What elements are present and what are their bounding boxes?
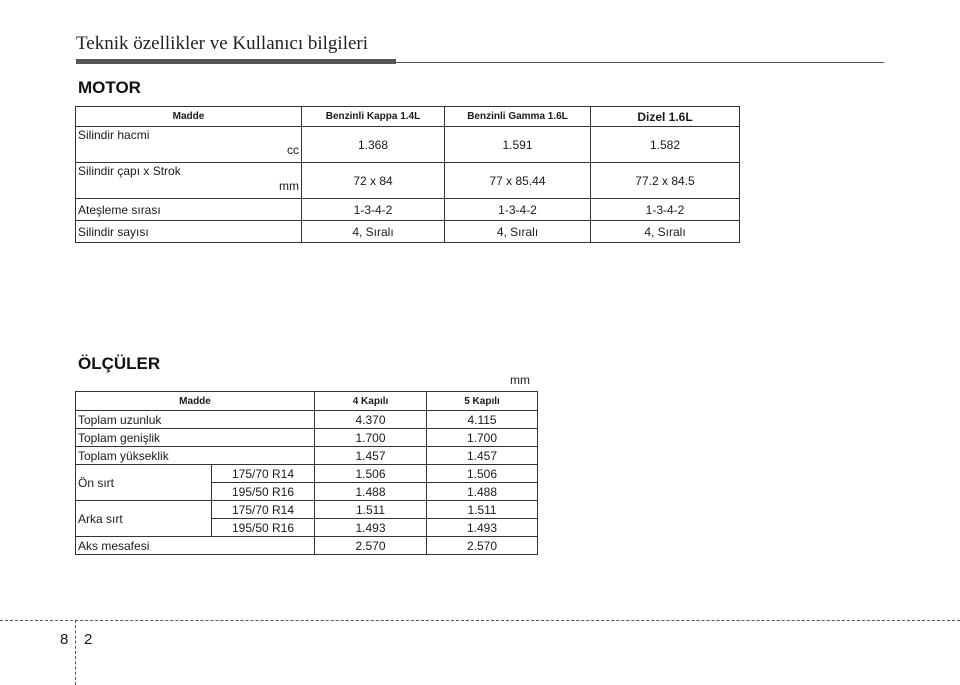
table-cell: 1-3-4-2 [302,199,445,221]
header-rule-thick [76,59,396,64]
row-label-text: Silindir hacmi [78,128,150,142]
page-header-title: Teknik özellikler ve Kullanıcı bilgileri [76,33,369,54]
table-cell: 1.506 [315,465,427,483]
table-cell: 1.368 [302,127,445,163]
row-label [76,127,302,163]
table-cell: 1.493 [427,519,538,537]
header-rule-thin [396,62,884,63]
table-cell: 2.570 [315,537,427,555]
table-cell: 1.511 [427,501,538,519]
motor-section-title: MOTOR [78,78,141,97]
table-row [76,411,538,429]
motor-spec-table [75,106,740,243]
tire-size-cell: 175/70 R14 [212,465,315,483]
row-label: Silindir sayısı [76,221,302,243]
table-cell: 1.493 [315,519,427,537]
table-cell: 1.700 [315,429,427,447]
row-label: Toplam uzunluk [76,411,315,429]
row-label: Toplam yükseklik [76,447,315,465]
tire-size-cell: 195/50 R16 [212,519,315,537]
table-cell: 4, Sıralı [445,221,591,243]
table-cell: 1-3-4-2 [591,199,740,221]
column-header: Benzinli Kappa 1.4L [302,107,445,127]
table-cell: 1.506 [427,465,538,483]
row-label: Ateşleme sırası [76,199,302,221]
column-header: 4 Kapılı [315,392,427,411]
column-header: Dizel 1.6L [591,107,740,127]
table-cell: 1.488 [315,483,427,501]
table-row [76,163,740,199]
row-label: Toplam genişlik [76,429,315,447]
table-row [76,199,740,221]
table-row [76,465,538,483]
table-cell: 1.582 [591,127,740,163]
page-number: 2 [84,631,93,648]
row-unit: mm [279,179,299,193]
row-label [76,163,302,199]
table-cell: 1.591 [445,127,591,163]
table-row [76,429,538,447]
column-header: Madde [76,392,315,411]
table-cell: 1.511 [315,501,427,519]
row-label: Arka sırt [76,501,212,537]
table-cell: 1.488 [427,483,538,501]
row-label-text: Silindir çapı x Strok [78,164,181,178]
table-cell: 2.570 [427,537,538,555]
table-cell: 77.2 x 84.5 [591,163,740,199]
table-cell: 1.700 [427,429,538,447]
table-cell: 4, Sıralı [591,221,740,243]
tire-size-cell: 195/50 R16 [212,483,315,501]
row-unit: cc [287,143,299,157]
row-label: Aks mesafesi [76,537,315,555]
dimensions-unit-note: mm [510,373,530,387]
tire-size-cell: 175/70 R14 [212,501,315,519]
column-header: Benzinli Gamma 1.6L [445,107,591,127]
table-row [76,537,538,555]
table-row [76,221,740,243]
column-header: Madde [76,107,302,127]
dimensions-table [75,391,538,555]
table-cell: 4.115 [427,411,538,429]
table-row [76,127,740,163]
table-cell: 1.457 [315,447,427,465]
table-cell: 4, Sıralı [302,221,445,243]
table-cell: 1-3-4-2 [445,199,591,221]
column-header: 5 Kapılı [427,392,538,411]
table-cell: 77 x 85.44 [445,163,591,199]
table-cell: 4.370 [315,411,427,429]
table-header-row [76,107,740,127]
table-row [76,501,538,519]
table-cell: 72 x 84 [302,163,445,199]
page-section-number: 8 [60,631,69,648]
table-cell: 1.457 [427,447,538,465]
table-row [76,447,538,465]
dimensions-section-title: ÖLÇÜLER [78,354,161,373]
table-header-row [76,392,538,411]
footer-rule [0,620,960,621]
footer-divider [75,620,76,685]
row-label: Ön sırt [76,465,212,501]
